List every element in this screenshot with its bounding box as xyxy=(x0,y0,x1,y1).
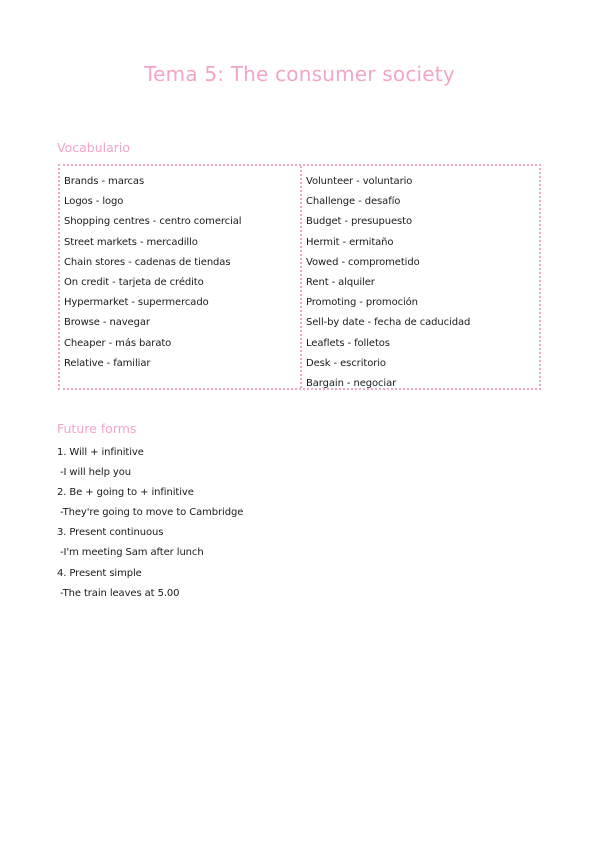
vocab-item: Brands - marcas xyxy=(64,176,145,187)
vocabulary-heading: Vocabulario xyxy=(57,140,131,155)
vocab-item: Logos - logo xyxy=(64,196,124,208)
vocabulary-right-column xyxy=(306,172,470,394)
vocab-item: Budget - presupuesto xyxy=(306,216,412,228)
vocab-item: Hermit - ermitaño xyxy=(306,236,394,248)
vocab-item: Leaflets - folletos xyxy=(306,337,390,349)
vocab-item: Promoting - promoción xyxy=(306,297,418,309)
vocab-item: Chain stores - cadenas de tiendas xyxy=(64,256,231,268)
vocab-item: Relative - familiar xyxy=(64,357,151,369)
vocabulary-left-column xyxy=(64,172,241,374)
vocab-item: Street markets - mercadillo xyxy=(64,236,198,248)
vocab-item: Desk - escritorio xyxy=(306,357,386,369)
vocab-item: Sell-by date - fecha de caducidad xyxy=(306,317,471,329)
future-form-title: 4. Present simple xyxy=(57,567,142,579)
vocab-item: Volunteer - voluntario xyxy=(306,176,413,187)
vocab-item: Browse - navegar xyxy=(64,317,150,329)
future-form-title: 3. Present continuous xyxy=(57,527,164,539)
vocabulary-column-divider xyxy=(300,166,302,388)
vocab-item: Challenge - desafío xyxy=(306,196,401,208)
vocab-item: Rent - alquiler xyxy=(306,276,375,288)
future-form-example: -I'm meeting Sam after lunch xyxy=(60,547,204,559)
future-form-example: -They're going to move to Cambridge xyxy=(60,507,244,519)
future-forms-heading: Future forms xyxy=(57,421,137,436)
future-forms-list xyxy=(57,443,243,604)
vocab-item: Vowed - comprometido xyxy=(306,256,420,268)
vocab-item: On credit - tarjeta de crédito xyxy=(64,276,204,288)
page-title: Tema 5: The consumer society xyxy=(144,62,455,86)
future-form-title: 2. Be + going to + infinitive xyxy=(57,487,194,499)
future-form-title: 1. Will + infinitive xyxy=(57,447,144,458)
future-form-example: -I will help you xyxy=(60,467,131,479)
vocabulary-table xyxy=(58,164,541,390)
vocab-item: Shopping centres - centro comercial xyxy=(64,216,242,228)
vocab-item: Cheaper - más barato xyxy=(64,337,172,349)
future-form-example: -The train leaves at 5.00 xyxy=(60,587,180,599)
vocab-item: Hypermarket - supermercado xyxy=(64,297,209,309)
vocab-item: Bargain - negociar xyxy=(306,377,397,389)
